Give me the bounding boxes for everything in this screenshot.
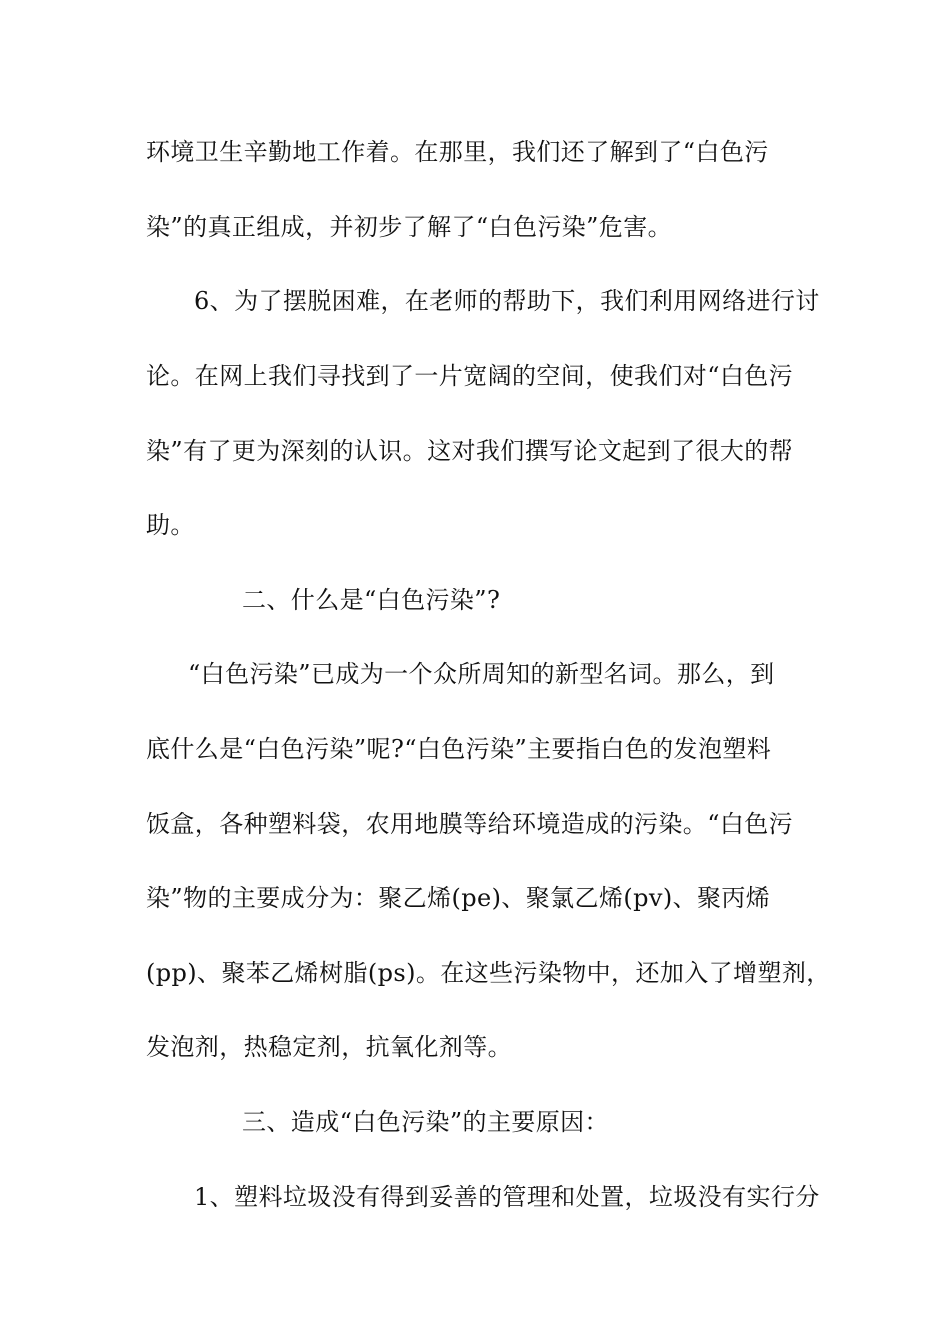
paragraph-6-start: 6、为了摆脱困难，在老师的帮助下，我们利用网络进行讨 xyxy=(194,287,820,315)
text-line: 助。 xyxy=(146,511,195,539)
paragraph-1-start: 1、塑料垃圾没有得到妥善的管理和处置，垃圾没有实行分 xyxy=(194,1183,820,1211)
text-line: 染”有了更为深刻的认识。这对我们撰写论文起到了很大的帮 xyxy=(146,437,794,465)
text-line: 饭盒，各种塑料袋，农用地膜等给环境造成的污染。“白色污 xyxy=(146,810,794,838)
text-line: (pp)、聚苯乙烯树脂(ps)。在这些污染物中，还加入了增塑剂， xyxy=(146,959,831,987)
text-line: 染”物的主要成分为：聚乙烯(pe)、聚氯乙烯(pv)、聚丙烯 xyxy=(146,884,771,912)
text-line: 底什么是“白色污染”呢?“白色污染”主要指白色的发泡塑料 xyxy=(146,735,772,763)
section-heading-2: 二、什么是“白色污染”? xyxy=(242,586,501,614)
text-line: 发泡剂，热稳定剂，抗氧化剂等。 xyxy=(146,1033,512,1061)
section-heading-3: 三、造成“白色污染”的主要原因： xyxy=(242,1108,609,1136)
text-line: 环境卫生辛勤地工作着。在那里，我们还了解到了“白色污 xyxy=(146,138,769,166)
paragraph-start: “白色污染”已成为一个众所周知的新型名词。那么，到 xyxy=(188,660,775,688)
text-line: 论。在网上我们寻找到了一片宽阔的空间，使我们对“白色污 xyxy=(146,362,794,390)
text-line: 染”的真正组成，并初步了解了“白色污染”危害。 xyxy=(146,213,673,241)
